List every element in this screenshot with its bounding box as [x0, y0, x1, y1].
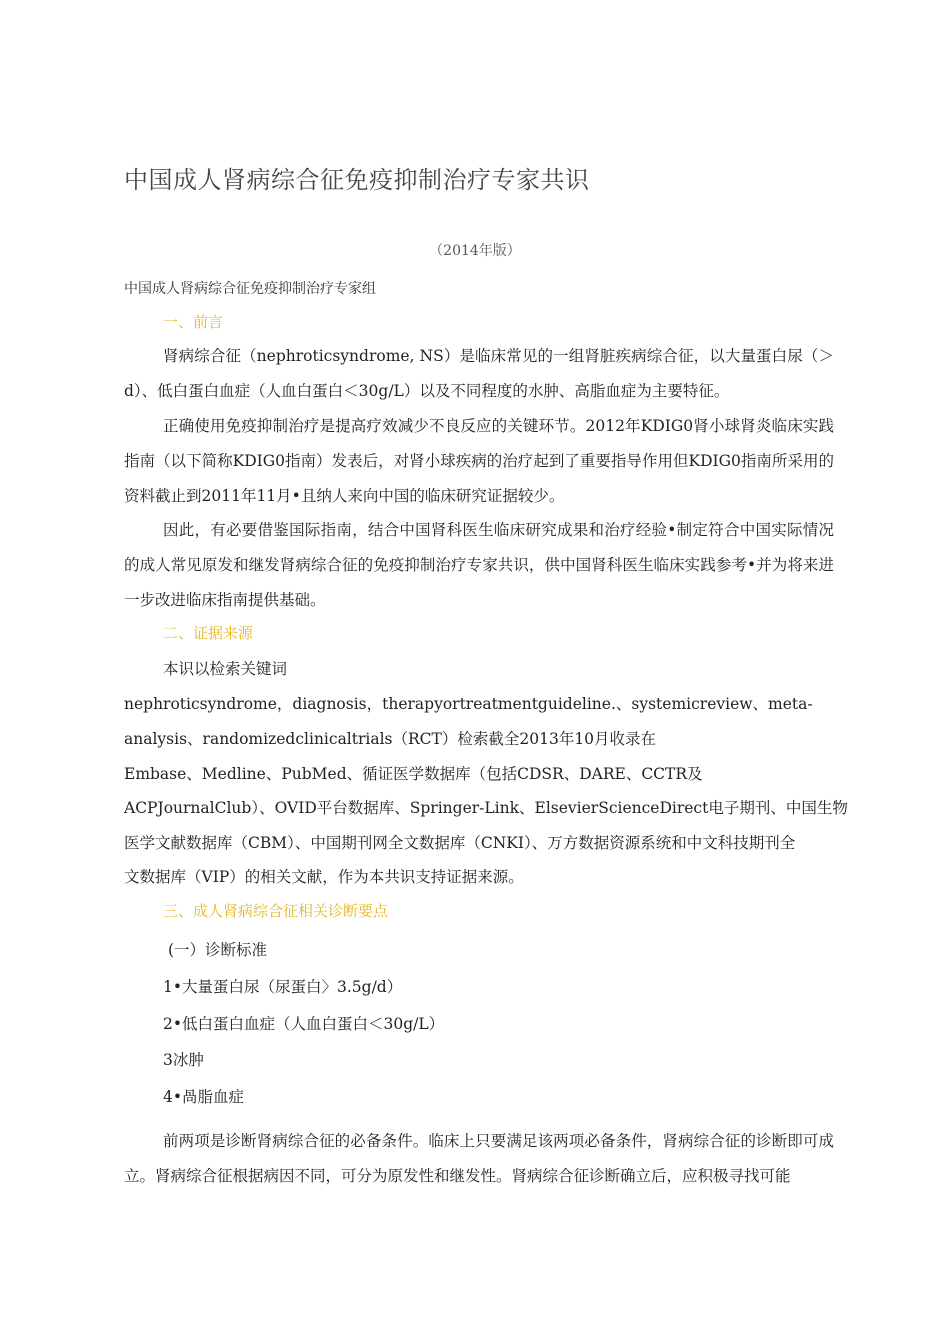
- diagnosis-paragraph: 前两项是诊断肾病综合征的必备条件。临床上只要满足该两项必备条件，肾病综合征的诊断即可成立。肾病综合征根据病因不同，可分为原发性和继发性。肾病综合征诊断确立后，应积极寻找可能: [124, 1132, 834, 1185]
- evidence-line: analysis、randomizedclinicaltrials（RCT）检索截全2013年10月收录在: [124, 730, 657, 748]
- section-heading-preface: 一、前言: [163, 313, 224, 331]
- author-group: 中国成人肾病综合征免疫抑制治疗专家组: [124, 281, 376, 297]
- evidence-line: 文数据库（VIP）的相关文献，作为本共识支持证据来源。: [124, 868, 524, 886]
- edition-label: （2014年版）: [429, 243, 521, 259]
- section-heading-diagnosis: 三、成人肾病综合征相关诊断要点: [163, 902, 389, 920]
- preface-paragraph-1: 肾病综合征（nephroticsyndrome, NS）是临床常见的一组肾脏疾病综合征，以大量蛋白尿（＞d）、低白蛋白血症（人血白蛋白＜30g/L）以及不同程度的水肿、高脂血症为主要特征。: [124, 347, 834, 400]
- diagnosis-criterion: 1•大量蛋白尿（尿蛋白〉3.5g/d）: [163, 978, 403, 996]
- evidence-line: Embase、Medline、PubMed、循证医学数据库（包括CDSR、DARE、CCTR及: [124, 765, 703, 783]
- diagnosis-subheading: (一）诊断标准: [168, 941, 268, 959]
- diagnosis-criterion: 2•低白蛋白血症（人血白蛋白＜30g/L）: [163, 1015, 445, 1033]
- document-title: 中国成人肾病综合征免疫抑制治疗专家共识: [124, 166, 590, 194]
- evidence-line: 医学文献数据库（CBM）、中国期刊网全文数据库（CNKI）、万方数据资源系统和中文科技期刊全: [124, 834, 796, 852]
- diagnosis-criterion: 3冰肿: [163, 1051, 204, 1069]
- evidence-line: nephroticsyndrome，diagnosis，therapyortreatmentguideline.、systemicreview、meta-: [124, 695, 813, 713]
- section-heading-evidence: 二、证据来源: [163, 624, 254, 642]
- evidence-line: ACPJournalClub）、OVID平台数据库、Springer-Link、ElsevierScienceDirect电子期刊、中国生物: [124, 799, 848, 817]
- evidence-line: 本识以检索关键词: [163, 660, 288, 678]
- preface-paragraph-3: 因此，有必要借鉴国际指南，结合中国肾科医生临床研究成果和治疗经验•制定符合中国实际情况的成人常见原发和继发肾病综合征的免疫抑制治疗专家共识，供中国肾科医生临床实践参考•并为将来进一步改进临床指南提供基础。: [124, 521, 834, 609]
- diagnosis-criterion: 4•咼脂血症: [163, 1088, 245, 1106]
- preface-paragraph-2: 正确使用免疫抑制治疗是提高疗效减少不良反应的关键环节。2012年KDIG0肾小球肾炎临床实践指南（以下简称KDIG0指南）发表后，对肾小球疾病的治疗起到了重要指导作用但KDIG0指南所采用的资料截止到2011年11月•且纳人来向中国的临床研究证据较少。: [124, 417, 834, 505]
